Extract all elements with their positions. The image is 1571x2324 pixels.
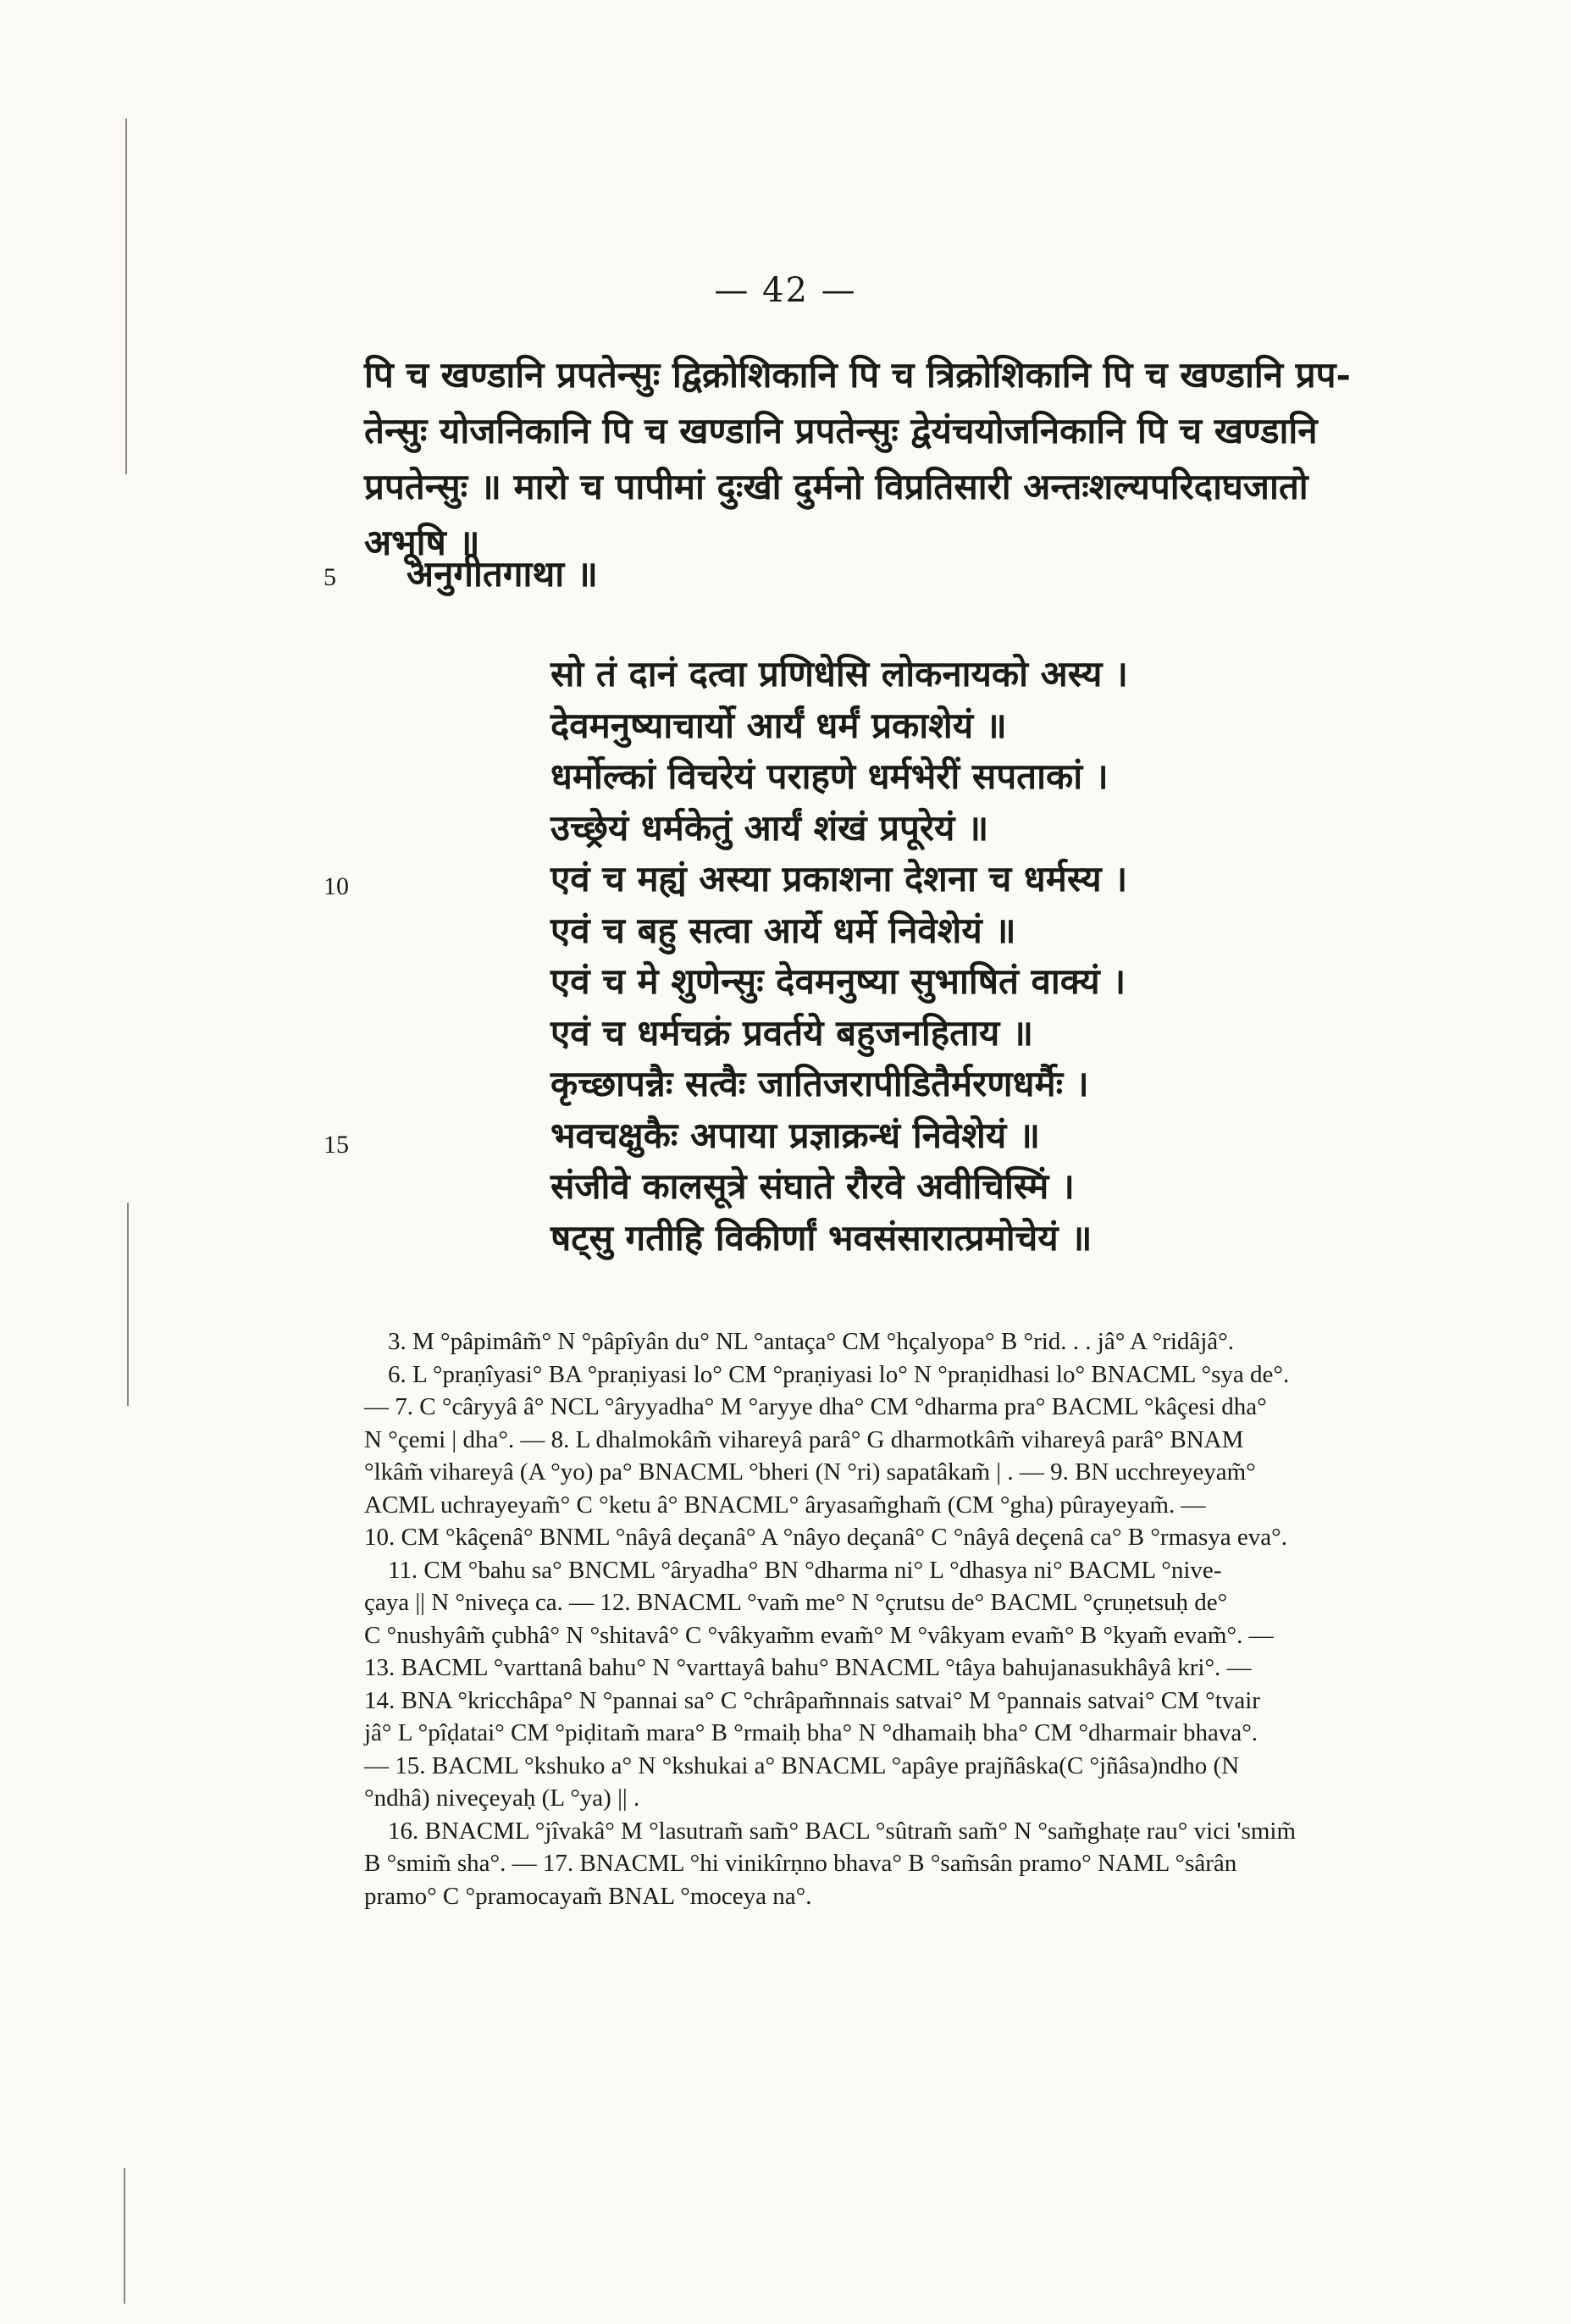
prose-line: तेन्सुः योजनिकानि पि च खण्डानि प्रपतेन्सुः द्वेयंचयोजनिकानि पि च खण्डानि: [364, 410, 1318, 451]
section-heading: अनुगीतगाथा ॥: [407, 553, 598, 595]
verse-line: कृच्छापन्नैः सत्वैः जातिजरापीडितैर्मरणधर्मैः ।: [550, 1063, 1089, 1104]
line-number-5: 5: [324, 563, 336, 591]
verse-line: षट्सु गतीहि विकीर्णां भवसंसारात्प्रमोचेयं ॥: [550, 1216, 1093, 1259]
apparatus-line: — 7. C °câryyâ â° NCL °âryyadha° M °aryye dha° CM °dharma pra° BACML °kâçesi dha°: [364, 1393, 1267, 1420]
scan-margin-line: [124, 2168, 125, 2304]
apparatus-line: 10. CM °kâçenâ° BNML °nâyâ deçanâ° A °nâyo deçanâ° C °nâyâ deçenâ ca° B °rmasya eva°.: [364, 1524, 1288, 1551]
verse-line: एवं च मह्यं अस्या प्रकाशना देशना च धर्मस्य ।: [550, 858, 1128, 899]
prose-paragraph: [364, 347, 1457, 571]
apparatus-line: — 15. BACML °kshuko a° N °kshukai a° BNACML °apâye prajñâska(C °jñâsa)ndho (N: [364, 1751, 1240, 1779]
apparatus-line: 6. L °praṇîyasi° BA °praṇiyasi lo° CM °praṇiyasi lo° N °praṇidhasi lo° BNACML °sya de°.: [388, 1360, 1290, 1388]
prose-line: अभूषि ॥: [364, 522, 480, 563]
prose-line: पि च खण्डानि प्रपतेन्सुः द्विक्रोशिकानि पि च त्रिक्रोशिकानि पि च खण्डानि प्रप-: [364, 354, 1351, 396]
apparatus-line: 13. BACML °varttanâ bahu° N °varttayâ bahu° BNACML °tâya bahujanasukhâyâ kri°. —: [364, 1654, 1252, 1681]
verse-line: देवमनुष्याचार्यो आर्यं धर्मं प्रकाशेयं ॥: [550, 704, 1007, 746]
verse-line: भवचक्षुकैः अपाया प्रज्ञाक्रन्धं निवेशेयं ॥: [550, 1114, 1040, 1156]
apparatus-line: 3. M °pâpimâm̃° N °pâpîyân du° NL °antaça° CM °hçalyopa° B °rid. . . jâ° A °ridâjâ°.: [388, 1328, 1235, 1355]
verse-line: धर्मोल्कां विचरेयं पराहणे धर्मभेरीं सपताकां ।: [550, 755, 1109, 797]
verse-line: एवं च बहु सत्वा आर्ये धर्मे निवेशेयं ॥: [550, 909, 1016, 951]
verse-line: संजीवे कालसूत्रे संघाते रौरवे अवीचिस्मिं ।: [550, 1165, 1075, 1207]
apparatus-line: pramo° C °pramocayam̃ BNAL °moceya na°.: [364, 1882, 812, 1910]
apparatus-line: 11. CM °bahu sa° BNCML °âryadha° BN °dharma ni° L °dhasya ni° BACML °nive-: [388, 1556, 1222, 1584]
apparatus-line: 16. BNACML °jîvakâ° M °lasutram̃ sam̃° BACL °sûtram̃ sam̃° N °sam̃ghaṭe rau° vici 'smim̃: [388, 1817, 1297, 1845]
page-number: — 42 —: [714, 271, 857, 310]
prose-line: प्रपतेन्सुः ॥ मारो च पापीमां दुःखी दुर्मनो विप्रतिसारी अन्तःशल्यपरिदाघजातो: [364, 466, 1308, 507]
verse-line: एवं च मे शुणेन्सुः देवमनुष्या सुभाषितं वाक्यं ।: [550, 960, 1126, 1002]
apparatus-line: C °nushyâm̃ çubhâ° N °shitavâ° C °vâkyam̃m evam̃° M °vâkyam evam̃° B °kyam̃ evam̃°. —: [364, 1621, 1274, 1649]
apparatus-line: N °çemi | dha°. — 8. L dhalmokâm̃ vihareyâ parâ° G dharmotkâm̃ vihareyâ parâ° BNAM: [364, 1425, 1244, 1453]
apparatus-line: çaya || N °niveça ca. — 12. BNACML °vam̃ me° N °çrutsu de° BACML °çruṇetsuḥ de°: [364, 1589, 1228, 1616]
apparatus-line: °ndhâ) niveçeyaḥ (L °ya) || .: [364, 1784, 640, 1812]
verse-line: एवं च धर्मचक्रं प्रवर्तये बहुजनहिताय ॥: [550, 1011, 1034, 1054]
verse-block: [550, 649, 1482, 1264]
scan-margin-line: [127, 1203, 129, 1406]
critical-apparatus: [364, 1325, 1465, 1912]
apparatus-line: 14. BNA °kricchâpa° N °pannai sa° C °chrâpam̃nnais satvai° M °pannais satvai° CM °tvair: [364, 1686, 1260, 1714]
apparatus-line: B °smim̃ sha°. — 17. BNACML °hi vinikîrṇno bhava° B °sam̃sân pramo° NAML °sârân: [364, 1850, 1237, 1877]
apparatus-line: °lkâm̃ vihareyâ (A °yo) pa° BNACML °bheri (N °ri) sapatâkam̃ | . — 9. BN ucchreyeyam̃°: [364, 1458, 1256, 1486]
verse-line: उच्छ्रेयं धर्मकेतुं आर्यं शंखं प्रपूरेयं ॥: [550, 806, 989, 849]
line-number-15: 15: [324, 1131, 349, 1159]
verse-line: सो तं दानं दत्वा प्रणिधेसि लोकनायको अस्य ।: [550, 653, 1128, 694]
apparatus-line: ACML uchrayeyam̃° C °ketu â° BNACML° âryasam̃gham̃ (CM °gha) pûrayeyam̃. —: [364, 1491, 1206, 1519]
line-number-10: 10: [324, 872, 349, 900]
apparatus-line: jâ° L °pîḍatai° CM °piḍitam̃ mara° B °rmaiḥ bha° N °dhamaiḥ bha° CM °dharmair bhava°.: [364, 1719, 1258, 1746]
